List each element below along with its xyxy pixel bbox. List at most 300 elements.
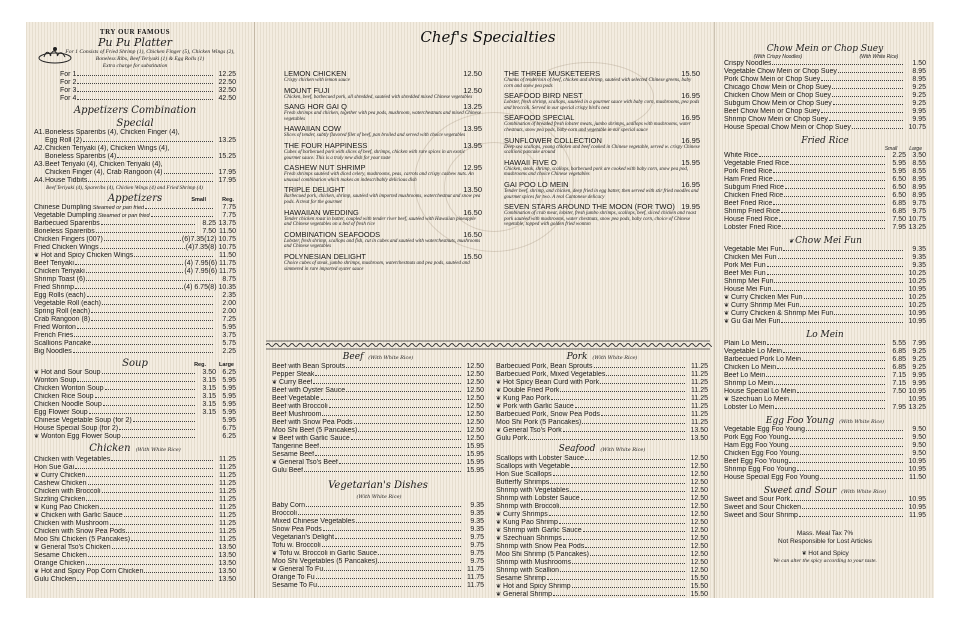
item-price-large: 13.75 xyxy=(218,220,236,227)
dot-leader xyxy=(774,282,903,283)
item-name: Butterfly Shrimps xyxy=(496,479,550,486)
item-price: 2.00 xyxy=(222,300,236,307)
dot-leader xyxy=(87,296,213,297)
item-price: 12.50 xyxy=(466,419,484,426)
item-price: 12.50 xyxy=(690,503,708,510)
menu-item-row xyxy=(496,559,708,567)
item-price-small: (6)7.35 xyxy=(181,236,205,243)
specialty-item xyxy=(504,69,700,89)
dot-leader xyxy=(315,375,461,376)
lost-articles-note: Not Responsible for Lost Articles xyxy=(778,538,872,545)
menu-item-row xyxy=(496,419,708,427)
item-price: 15.95 xyxy=(466,467,484,474)
dot-leader xyxy=(550,483,685,484)
dot-leader xyxy=(767,344,885,345)
item-name: Orange To Fu xyxy=(272,574,315,581)
dot-leader xyxy=(832,88,903,89)
menu-item-row xyxy=(34,260,236,268)
item-price: 12.50 xyxy=(690,479,708,486)
dot-leader xyxy=(86,476,213,477)
column-center-left xyxy=(268,352,488,590)
dot-leader xyxy=(119,429,195,430)
dot-leader xyxy=(88,181,213,182)
specialty-price: 13.50 xyxy=(463,185,482,195)
dot-leader xyxy=(821,112,903,113)
section-title-soup: Soup xyxy=(122,358,148,369)
item-price: 7.75 xyxy=(222,212,236,219)
menu-item-row xyxy=(724,356,926,364)
menu-item-row xyxy=(724,124,926,132)
menu-item-row xyxy=(34,377,236,385)
item-name: Curry Beef xyxy=(279,379,313,386)
item-price: 15.95 xyxy=(466,459,484,466)
section-title-appetizers: Appetizers xyxy=(107,193,163,204)
item-name: Boneless Spareribs xyxy=(34,228,95,235)
dot-leader xyxy=(313,383,461,384)
dot-leader xyxy=(600,383,685,384)
specialty-name: POLYNESIAN DELIGHT xyxy=(284,251,366,261)
chili-pepper-icon: ❦ xyxy=(496,380,502,386)
dot-leader xyxy=(834,314,903,315)
menu-item-row xyxy=(272,542,484,550)
menu-item-row xyxy=(272,467,484,475)
item-name: Shrimp with Snow Pea Pods xyxy=(496,543,585,550)
item-price: 13.50 xyxy=(218,568,236,575)
dot-leader xyxy=(606,375,685,376)
specialty-name: LEMON CHICKEN xyxy=(284,69,347,78)
item-price: 8.75 xyxy=(222,276,236,283)
item-name: Kung Pao Pork xyxy=(503,395,551,402)
item-name: Shrimp Mei Fun xyxy=(724,278,774,285)
item-name: Scallops with Lobster Sauce xyxy=(496,455,584,462)
menu-item-row xyxy=(496,463,708,471)
item-price: 11.50 xyxy=(909,474,926,481)
item-price: 12.50 xyxy=(690,495,708,502)
menu-item-row xyxy=(724,286,926,294)
item-price-large: 11.50 xyxy=(219,228,236,235)
menu-item-row xyxy=(34,504,236,512)
specialty-description: Cubes of barbecued pork with slices of beef, shrimps, chicken with rare spices in an exotic gourmet sauce. This is a truly new dish for your taste xyxy=(284,149,466,161)
item-price: 11.75 xyxy=(467,582,484,589)
item-note: Steamed or pan fried xyxy=(91,205,145,211)
item-price: 9.35 xyxy=(470,518,484,525)
specialty-item xyxy=(284,124,482,139)
specialty-item xyxy=(284,69,482,84)
menu-item-row xyxy=(34,177,236,185)
dot-leader xyxy=(563,539,685,540)
menu-item-row xyxy=(34,385,236,393)
item-name: Pork Fried Rice xyxy=(724,168,773,175)
menu-item-row xyxy=(496,455,708,463)
item-name: Chicken Teriyaki xyxy=(34,268,85,275)
egg-foo-young-list xyxy=(724,426,926,482)
item-name: General Tso's Pork xyxy=(503,427,562,434)
specialty-header xyxy=(504,91,700,100)
menu-item-row xyxy=(272,419,484,427)
item-price: 12.50 xyxy=(466,395,484,402)
item-price-large: (12) 10.75 xyxy=(204,236,236,243)
pork-sub: (With White Rice) xyxy=(592,355,638,361)
dot-leader xyxy=(103,405,195,406)
item-name: Orange Chicken xyxy=(34,560,85,567)
item-name: Kung Pao Shrimp xyxy=(503,519,558,526)
dot-leader xyxy=(547,579,685,580)
menu-item-row xyxy=(496,471,708,479)
menu-item-row xyxy=(724,466,926,474)
item-price: 11.25 xyxy=(691,395,708,402)
specialty-name: SUNFLOWER COLLECTION xyxy=(504,135,602,145)
specialty-header xyxy=(284,102,482,111)
menu-item-row xyxy=(496,403,708,411)
dot-leader xyxy=(821,80,903,81)
item-price: 11.25 xyxy=(219,488,236,495)
item-name: Chicken with Garlic Sauce xyxy=(41,512,123,519)
dot-leader xyxy=(553,475,685,476)
menu-item-row xyxy=(34,153,236,161)
item-name: Barbecued Pork, Snow Pea Pods xyxy=(496,411,600,418)
item-name: Sesame Shrimp xyxy=(496,575,546,582)
item-name: Double Fried Pork xyxy=(503,387,560,394)
menu-item-row xyxy=(34,568,236,576)
item-price: 10.25 xyxy=(908,278,926,285)
item-price: 9.35 xyxy=(470,526,484,533)
section-title-special: Special xyxy=(116,118,154,129)
menu-item-row xyxy=(34,161,236,169)
item-number: A1. xyxy=(34,129,45,136)
item-price-small: 6.50 xyxy=(892,192,906,199)
item-price: 17.95 xyxy=(218,169,236,176)
specialty-name: HAWAIIAN WEDDING xyxy=(284,207,359,217)
soup-list xyxy=(34,369,236,441)
menu-item-row xyxy=(496,363,708,371)
promo-description: For 1 Consists of Fried Shrimp (1), Chicken Finger (5), Chicken Wings (2), Boneless Ribs, Beef Teriyaki (1) & Egg Rolls (1) xyxy=(65,49,235,62)
item-name: Subgum Fried Rice xyxy=(724,184,784,191)
item-name: Vegetable Mei Fun xyxy=(724,246,783,253)
dot-leader xyxy=(781,322,903,323)
menu-item-row xyxy=(34,137,236,145)
menu-item-row xyxy=(34,456,236,464)
dot-leader xyxy=(800,454,903,455)
item-price: 12.50 xyxy=(466,371,484,378)
dot-leader xyxy=(551,399,685,400)
dot-leader xyxy=(95,397,195,398)
item-price: 12.50 xyxy=(690,543,708,550)
item-name: Hot and Spicy Chicken Wings xyxy=(41,252,134,259)
item-name: Beef Mushroom xyxy=(272,411,322,418)
item-name: Beef with Snow Pea Pods xyxy=(272,419,353,426)
hot-legend xyxy=(724,550,926,558)
item-name: Crab Rangoon (8) xyxy=(34,316,91,323)
specialty-price: 13.25 xyxy=(463,102,482,112)
item-price: 11.75 xyxy=(467,574,484,581)
item-name: For 2 xyxy=(60,79,77,86)
specialty-price: 12.95 xyxy=(463,163,482,173)
specialty-name: COMBINATION SEAFOODS xyxy=(284,229,381,239)
menu-item-row xyxy=(724,108,926,116)
item-name: Barbecued Pork, Bean Sprouts xyxy=(496,363,593,370)
item-name: Tofu w. Broccoli xyxy=(272,542,321,549)
dot-leader xyxy=(789,438,903,439)
dot-leader xyxy=(759,156,885,157)
item-price: 5.75 xyxy=(222,340,236,347)
menu-item-row xyxy=(34,464,236,472)
item-price: 12.50 xyxy=(466,427,484,434)
item-price: 12.50 xyxy=(690,527,708,534)
section-title-beef xyxy=(272,352,484,363)
item-price: 13.50 xyxy=(218,576,236,583)
menu-item-row xyxy=(724,192,926,200)
dot-leader xyxy=(572,587,685,588)
item-price-large: 5.95 xyxy=(222,401,236,408)
specialty-price: 13.95 xyxy=(463,124,482,134)
item-price: 13.50 xyxy=(690,427,708,434)
specialty-description: Tender beef, shrimp, and chicken, deep fried in egg batter, then served with stir fried noodles and gourmet spices for two. A real Cantonese delicacy xyxy=(504,188,699,200)
item-price: 42.50 xyxy=(218,95,236,102)
pork-title: Pork xyxy=(566,352,588,362)
specialty-header xyxy=(284,141,482,150)
item-price-large: 5.95 xyxy=(222,393,236,400)
item-name: Moo Shi Pork (5 Pancakes) xyxy=(496,419,582,426)
item-name: Szechuan Shrimps xyxy=(503,535,562,542)
menu-item-row xyxy=(496,411,708,419)
section-title-seafood xyxy=(496,444,708,455)
chili-pepper-icon: ❦ xyxy=(272,436,278,442)
chili-pepper-icon: ❦ xyxy=(496,584,502,590)
menu-item-row xyxy=(724,270,926,278)
menu-item-row xyxy=(34,488,236,496)
mei-fun-list xyxy=(724,246,926,326)
item-name: Vegetable Fried Rice xyxy=(724,160,789,167)
dot-leader xyxy=(102,304,213,305)
item-name: Shrimp Fried Rice xyxy=(724,208,781,215)
menu-item-row xyxy=(724,92,926,100)
item-name: Chicken Chow Mein or Chop Suey xyxy=(724,92,831,99)
menu-item-row xyxy=(272,427,484,435)
item-name: Curry Chicken Mei Fun xyxy=(731,294,803,301)
specialty-description: Lobster, fresh shrimp, scallops and fish, cut in cubes and sautéed with waterchestnuts, mushrooms and Chinese vegetables xyxy=(284,238,481,250)
menu-item-row xyxy=(34,520,236,528)
item-price: 9.75 xyxy=(470,550,484,557)
chicken-list xyxy=(34,456,236,584)
section-title-chicken xyxy=(34,443,236,456)
menu-item-row xyxy=(34,228,236,236)
menu-item-row xyxy=(496,535,708,543)
item-name: Cashew Chicken xyxy=(34,480,87,487)
dot-leader xyxy=(88,484,213,485)
chili-pepper-icon: ❦ xyxy=(34,513,40,519)
item-price: 11.50 xyxy=(219,252,236,259)
menu-item-row xyxy=(34,496,236,504)
menu-item-row xyxy=(272,518,484,526)
item-name: Curry Shrimp Mei Fun xyxy=(731,302,800,309)
item-name: Chicken Wonton Soup xyxy=(34,385,104,392)
platter-plate-icon xyxy=(38,44,72,64)
menu-item-row xyxy=(724,318,926,326)
menu-item-row xyxy=(34,276,236,284)
item-price-large: 9.95 xyxy=(912,372,926,379)
item-price: 7.75 xyxy=(222,204,236,211)
item-price: 13.50 xyxy=(690,435,708,442)
dot-leader xyxy=(594,367,685,368)
item-price: 9.25 xyxy=(912,92,926,99)
item-price-large: 10.95 xyxy=(908,396,926,403)
item-price: 7.25 xyxy=(222,316,236,323)
item-name: Scallions Pancake xyxy=(34,340,92,347)
item-number: A2. xyxy=(34,145,45,152)
chili-pepper-icon: ❦ xyxy=(788,238,794,245)
item-name: Gulu Chicken xyxy=(34,576,77,583)
item-name: Chicken Egg Foo Young xyxy=(724,450,800,457)
item-price-small: 3.15 xyxy=(202,385,216,392)
item-name: Sweet and Sour Chicken xyxy=(724,504,802,511)
menu-item-row xyxy=(34,292,236,300)
dot-leader xyxy=(323,530,461,531)
item-price: 15.95 xyxy=(466,443,484,450)
dot-leader xyxy=(779,220,885,221)
dot-leader xyxy=(110,524,213,525)
dot-leader xyxy=(570,491,685,492)
combo-list xyxy=(34,129,236,185)
menu-item-row xyxy=(34,244,236,252)
item-name: Sesame Beef xyxy=(272,451,315,458)
dot-leader xyxy=(800,306,903,307)
item-price: 11.25 xyxy=(219,528,236,535)
item-price: 32.50 xyxy=(218,87,236,94)
dot-leader xyxy=(583,531,685,532)
specialty-name: THE THREE MUSKETEERS xyxy=(504,69,601,78)
dot-leader xyxy=(354,423,461,424)
item-name: Fried Wonton xyxy=(34,324,76,331)
menu-item-row xyxy=(496,487,708,495)
dot-leader xyxy=(89,413,195,414)
dot-leader xyxy=(585,547,685,548)
item-name: Chinese Dumpling Steamed or pan fried xyxy=(34,204,145,211)
item-name: Mixed Chinese Vegetables xyxy=(272,518,355,525)
chili-pepper-icon: ❦ xyxy=(496,512,502,518)
menu-item-row xyxy=(34,401,236,409)
ornamental-border xyxy=(264,340,712,350)
chili-pepper-icon: ❦ xyxy=(272,567,278,573)
menu-item-row xyxy=(34,536,236,544)
item-name: Shrimp with Broccoli xyxy=(496,503,560,510)
dot-leader xyxy=(358,431,461,432)
dot-leader xyxy=(781,212,885,213)
item-price: 12.50 xyxy=(690,455,708,462)
menu-item-row xyxy=(272,435,484,443)
vegetarian-title: Vegetarian's Dishes xyxy=(328,480,428,491)
specialty-header xyxy=(504,113,700,122)
chili-pepper-icon: ❦ xyxy=(34,505,40,511)
dot-leader xyxy=(74,336,213,337)
item-name: Tofu w. Broccoli in Garlic Sauce xyxy=(279,550,378,557)
item-price-small: (4) 7.95 xyxy=(184,260,209,267)
dot-leader xyxy=(144,572,213,573)
item-name: Moo Shi Beef (5 Pancakes) xyxy=(272,427,358,434)
item-name: General Tso's Chicken xyxy=(41,544,111,551)
item-price-small: 3.15 xyxy=(202,377,216,384)
chili-pepper-icon: ❦ xyxy=(272,380,278,386)
chili-pepper-icon: ❦ xyxy=(272,460,278,466)
menu-item-row xyxy=(724,512,926,520)
item-name: Hot Spicy Bean Curd with Pork xyxy=(503,379,600,386)
menu-item-row xyxy=(496,511,708,519)
dot-leader xyxy=(75,288,183,289)
dot-leader xyxy=(791,500,903,501)
dot-leader xyxy=(100,248,185,249)
menu-item-row xyxy=(724,160,926,168)
item-price-large: 7.95 xyxy=(912,340,926,347)
chili-pepper-icon: ❦ xyxy=(496,428,502,434)
dot-leader xyxy=(560,507,685,508)
item-price-small: (4)7.35 xyxy=(185,244,208,251)
chili-pepper-icon: ❦ xyxy=(724,397,730,403)
dot-leader xyxy=(575,407,685,408)
specialty-item xyxy=(504,113,700,133)
dot-leader xyxy=(133,421,195,422)
item-price: 9.35 xyxy=(912,262,926,269)
specialty-header xyxy=(504,136,700,145)
item-name: Beef Fried Rice xyxy=(724,200,773,207)
item-name: House Special Soup (for 2) xyxy=(34,425,119,432)
pork-list xyxy=(496,363,708,443)
specialty-header xyxy=(504,158,700,167)
item-price: 10.95 xyxy=(908,318,926,325)
menu-item-row xyxy=(724,372,926,380)
dot-leader xyxy=(572,563,685,564)
menu-item-row xyxy=(272,574,484,582)
dot-leader xyxy=(559,523,685,524)
specialty-header xyxy=(284,252,482,261)
item-name: Beef Vegetable xyxy=(272,395,320,402)
item-name: Beef Egg Foo Young xyxy=(724,458,789,465)
specialty-description: Deep sea scallops, young chicken and beef cooked in Chinese vegetable, served w. crispy Chinese scallions pancake around xyxy=(504,144,700,156)
hot-legend-label: Hot and Spicy xyxy=(808,550,849,557)
item-price-small: 6.50 xyxy=(892,176,906,183)
promo-extra: Extra charge for substitution xyxy=(102,63,168,69)
dot-leader xyxy=(799,516,903,517)
dot-leader xyxy=(766,376,885,377)
menu-item-row xyxy=(724,152,926,160)
item-name: Szechuan Lo Mein xyxy=(731,396,789,403)
menu-item-row xyxy=(496,371,708,379)
column-center xyxy=(264,22,712,598)
menu-item-row xyxy=(34,252,236,260)
menu-item-row xyxy=(34,528,236,536)
chicken-title: Chicken xyxy=(89,443,131,454)
item-price: 9.25 xyxy=(912,84,926,91)
chili-pepper-icon: ❦ xyxy=(34,253,40,259)
menu-item-row xyxy=(496,527,708,535)
spicy-alter-note: We can alter the spicy according to your taste. xyxy=(773,558,877,564)
menu-item-row xyxy=(34,236,236,244)
menu-item-row xyxy=(34,512,236,520)
dot-leader xyxy=(335,538,461,539)
menu-item-row xyxy=(496,591,708,598)
item-name: Beef with Garlic Sauce xyxy=(279,435,350,442)
fried-rice-list xyxy=(724,152,926,232)
lo-mein-list xyxy=(724,340,926,412)
item-price: 9.35 xyxy=(470,510,484,517)
menu-item-row xyxy=(724,84,926,92)
menu-item-row xyxy=(60,79,236,87)
item-name: Hon Sue Gai xyxy=(34,464,75,471)
col-large-label: Large xyxy=(909,146,922,152)
specialty-description: Fresh shrimps sautéed with diced celery, mushrooms, peas, carrots and crispy cashew nuts. An unusual combination which makes an indescribably delicious dish xyxy=(284,172,474,183)
item-price-small: 7.95 xyxy=(892,404,906,411)
item-price-small: 5.95 xyxy=(892,168,906,175)
seafood-list xyxy=(496,455,708,598)
specialty-item xyxy=(504,91,700,111)
